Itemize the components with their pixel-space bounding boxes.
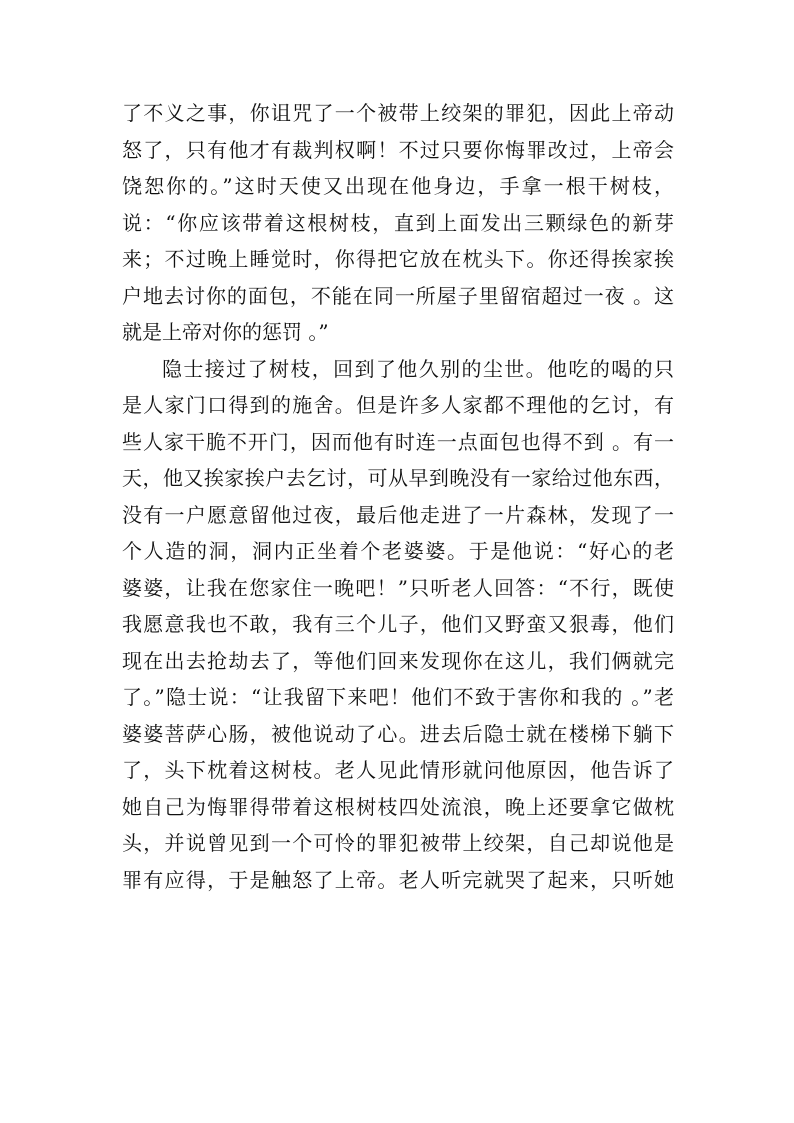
- text-line: 些人家干脆不开门，因而他有时连一点面包也得不到 。有一: [122, 429, 674, 454]
- text-line: 了。”隐士说：“让我留下来吧！他们不致于害你和我的 。”老: [122, 685, 674, 709]
- text-line: 个人造的洞，洞内正坐着个老婆婆。于是他说：“好心的老: [122, 539, 674, 563]
- text-line: 婆婆菩萨心肠，被他说动了心。进去后隐士就在楼梯下躺下: [122, 721, 674, 746]
- text-line: 头，并说曾见到一个可怜的罪犯被带上绞架，自己却说他是: [122, 831, 674, 855]
- text-line: 天，他又挨家挨户去乞讨，可从早到晚没有一家给过他东西，: [122, 466, 674, 490]
- paragraph-start-line: 隐士接过了树枝，回到了他久别的尘世。他吃的喝的只: [162, 356, 674, 381]
- text-line: 户地去讨你的面包，不能在同一所屋子里留宿超过一夜 。这: [122, 283, 674, 308]
- text-line: 罪有应得，于是触怒了上帝。老人听完就哭了起来，只听她: [122, 867, 674, 892]
- text-line: 来；不过晚上睡觉时，你得把它放在枕头下。你还得挨家挨: [122, 247, 674, 271]
- text-line: 她自己为悔罪得带着这根树枝四处流浪，晚上还要拿它做枕: [122, 794, 674, 819]
- text-line: 了不义之事，你诅咒了一个被带上绞架的罪犯，因此上帝动: [122, 101, 674, 125]
- body-text: [122, 95, 674, 898]
- text-line: 是人家门口得到的施舍。但是许多人家都不理他的乞讨，有: [122, 393, 674, 417]
- text-line: 怒了，只有他才有裁判权啊！不过只要你悔罪改过，上帝会: [122, 137, 674, 162]
- text-line: 婆婆，让我在您家住一晚吧！”只听老人回答：“不行，既使: [122, 575, 674, 600]
- text-line: 饶恕你的。”这时天使又出现在他身边，手拿一根干树枝，: [122, 174, 674, 198]
- text-line: 现在出去抢劫去了，等他们回来发现你在这儿，我们俩就完: [122, 648, 674, 673]
- text-line: 说：“你应该带着这根树枝，直到上面发出三颗绿色的新芽: [122, 210, 674, 235]
- text-line: 我愿意我也不敢，我有三个儿子，他们又野蛮又狠毒，他们: [122, 612, 674, 636]
- text-line: 了，头下枕着这树枝。老人见此情形就问他原因，他告诉了: [122, 758, 674, 782]
- paragraph-end-line: 就是上帝对你的惩罚 。”: [122, 320, 329, 344]
- text-line: 没有一户愿意留他过夜，最后他走进了一片森林，发现了一: [122, 502, 674, 527]
